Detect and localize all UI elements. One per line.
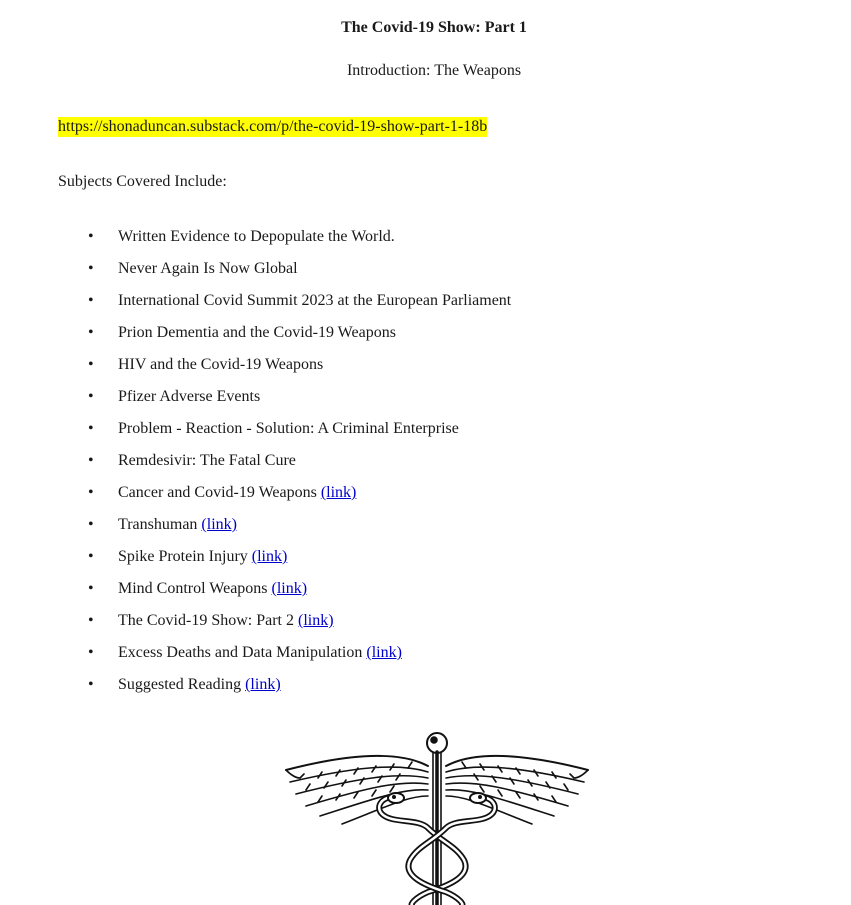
list-item-label: Transhuman xyxy=(118,516,202,533)
bullet-icon: • xyxy=(88,452,94,469)
list-item-label: Prion Dementia and the Covid-19 Weapons xyxy=(118,324,396,341)
list-item-link[interactable]: (link) xyxy=(201,516,237,533)
list-item-label: Excess Deaths and Data Manipulation xyxy=(118,644,367,661)
list-item-link[interactable]: (link) xyxy=(245,676,281,693)
list-item-text-group xyxy=(118,291,511,311)
bullet-icon: • xyxy=(88,260,94,277)
bullet-icon: • xyxy=(88,612,94,629)
list-item-label: Problem - Reaction - Solution: A Criminal Enterprise xyxy=(118,420,459,437)
list-item-link[interactable]: (link) xyxy=(251,548,288,565)
list-item-label: HIV and the Covid-19 Weapons xyxy=(118,356,324,373)
list-item-label: The Covid-19 Show: Part 2 xyxy=(118,612,298,629)
list-item-text-group xyxy=(118,579,307,599)
subjects-heading: Subjects Covered Include: xyxy=(58,173,227,190)
list-item-text-group xyxy=(118,323,396,343)
list-item-text-group xyxy=(118,611,334,631)
list-item-label: Never Again Is Now Global xyxy=(118,260,298,277)
bullet-icon: • xyxy=(88,644,94,661)
bullet-icon: • xyxy=(88,420,94,437)
bullet-icon: • xyxy=(88,484,94,501)
list-item-link[interactable]: (link) xyxy=(320,484,357,501)
list-item-label: Suggested Reading xyxy=(118,676,246,693)
list-item-text-group xyxy=(118,515,237,535)
bullet-icon: • xyxy=(88,548,94,565)
bullet-icon: • xyxy=(88,388,94,405)
highlighted-url-link[interactable]: https://shonaduncan.substack.com/p/the-covid-19-show-part-1-18b xyxy=(58,118,488,135)
document-title: The Covid-19 Show: Part 1 xyxy=(341,19,527,36)
caduceus-icon xyxy=(278,728,596,905)
bullet-icon: • xyxy=(88,228,94,245)
list-item-text-group xyxy=(118,227,395,247)
list-item-label: International Covid Summit 2023 at the European Parliament xyxy=(118,292,512,309)
list-item-text-group xyxy=(118,547,287,567)
bullet-icon: • xyxy=(88,292,94,309)
list-item-text-group xyxy=(118,355,323,375)
list-item-label: Written Evidence to Depopulate the World. xyxy=(118,228,395,245)
list-item-link[interactable]: (link) xyxy=(271,580,308,597)
list-item-text-group xyxy=(118,387,260,407)
bullet-icon: • xyxy=(88,324,94,341)
list-item-text-group xyxy=(118,643,402,663)
bullet-icon: • xyxy=(88,676,94,693)
list-item-label: Mind Control Weapons xyxy=(118,580,272,597)
list-item-text-group xyxy=(118,259,298,279)
list-item-text-group xyxy=(118,451,296,471)
list-item-link[interactable]: (link) xyxy=(298,612,334,629)
list-item-text-group xyxy=(118,419,459,439)
list-item-label: Spike Protein Injury xyxy=(118,548,252,565)
list-item-label: Remdesivir: The Fatal Cure xyxy=(118,452,296,469)
list-item-label: Cancer and Covid-19 Weapons xyxy=(118,484,321,501)
list-item-link[interactable]: (link) xyxy=(366,644,402,661)
list-item-text-group xyxy=(118,483,356,503)
document-subtitle: Introduction: The Weapons xyxy=(346,62,522,79)
bullet-icon: • xyxy=(88,580,94,597)
bullet-icon: • xyxy=(88,516,94,533)
list-item-text-group xyxy=(118,675,281,695)
list-item-label: Pfizer Adverse Events xyxy=(118,388,261,405)
bullet-icon: • xyxy=(88,356,94,373)
